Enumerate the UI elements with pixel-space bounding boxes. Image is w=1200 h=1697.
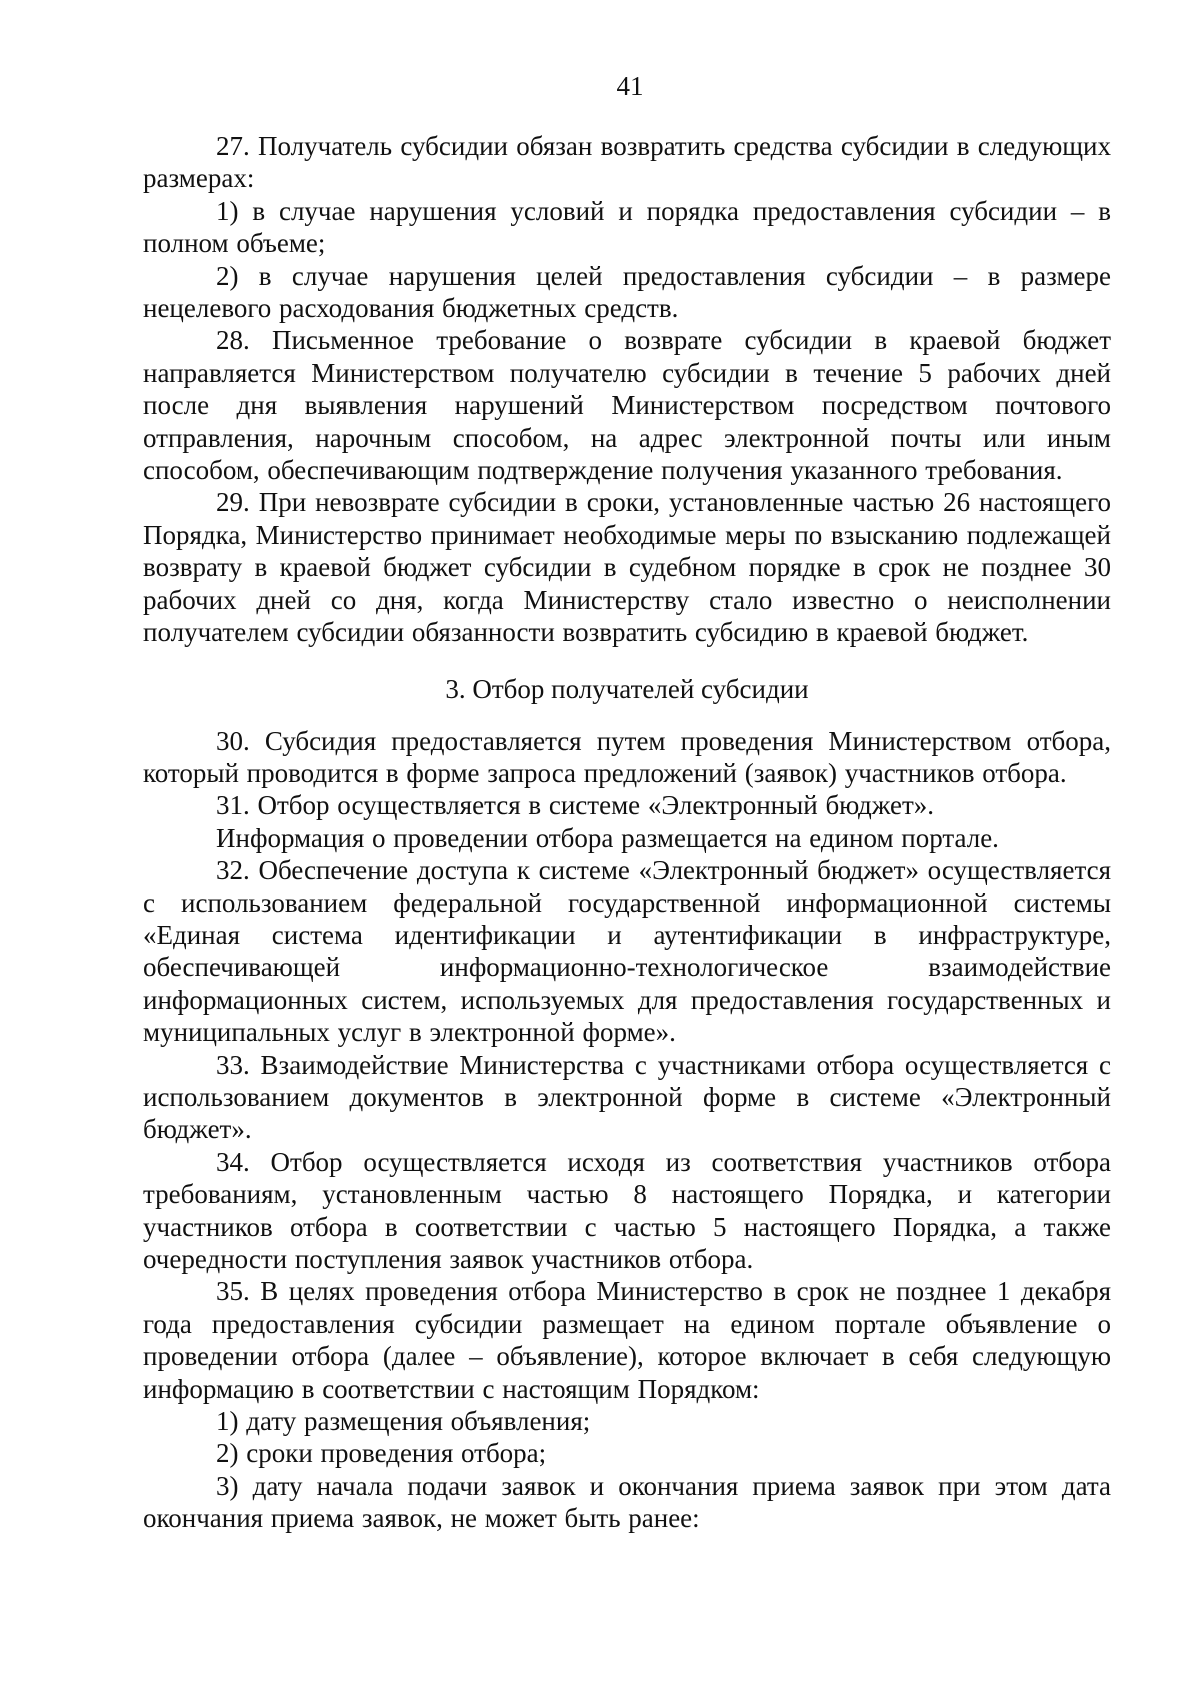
paragraph-28: 28. Письменное требование о возврате субсидии в краевой бюджет направляется Министерством получателю субсидии в течение 5 рабочих дней после дня выявления нарушений Министерством посредством почтового отправления, нарочным способом, на адрес электронной почты или иным способом, обеспечивающим подтверждение получения указанного требования.	[143, 325, 1111, 486]
paragraph-27-item-1: 1) в случае нарушения условий и порядка предоставления субсидии – в полном объеме;	[143, 195, 1111, 259]
paragraph-35: 35. В целях проведения отбора Министерство в срок не позднее 1 декабря года предоставления субсидии размещает на едином портале объявление о проведении отбора (далее – объявление), которое включает в себя следующую информацию в соответствии с настоящим Порядком:	[143, 1276, 1111, 1404]
paragraph-32: 32. Обеспечение доступа к системе «Электронный бюджет» осуществляется с использованием федеральной государственной информационной системы «Единая система идентификации и аутентификации в инфраструктуре, обеспечивающей информационно-технологическое взаимодействие информационных систем, используемых для предоставления государственных и муниципальных услуг в электронной форме».	[143, 855, 1111, 1048]
paragraph-34: 34. Отбор осуществляется исходя из соответствия участников отбора требованиям, установленным частью 8 настоящего Порядка, и категории участников отбора в соответствии с частью 5 настоящего Порядка, а также очередности поступления заявок участников отбора.	[143, 1146, 1111, 1274]
paragraph-35-item-2: 2) сроки проведения отбора;	[216, 1438, 547, 1469]
paragraph-35-item-3: 3) дату начала подачи заявок и окончания приема заявок при этом дата окончания приема заявок, не может быть ранее:	[143, 1470, 1111, 1534]
section-heading: 3. Отбор получателей субсидии	[445, 673, 809, 704]
page-number: 41	[616, 71, 644, 101]
paragraph-27: 27. Получатель субсидии обязан возвратить средства субсидии в следующих размерах:	[143, 131, 1111, 194]
paragraph-29: 29. При невозврате субсидии в сроки, установленные частью 26 настоящего Порядка, Министерство принимает необходимые меры по взысканию подлежащей возврату в краевой бюджет субсидии в судебном порядке в срок не позднее 30 рабочих дней со дня, когда Министерству стало известно о неисполнении получателем субсидии обязанности возвратить субсидию в краевой бюджет.	[143, 487, 1111, 648]
paragraph-35-item-1: 1) дату размещения объявления;	[216, 1406, 591, 1437]
document-body	[143, 130, 1111, 1535]
paragraph-30: 30. Субсидия предоставляется путем проведения Министерством отбора, который проводится в форме запроса предложений (заявок) участников отбора.	[143, 725, 1111, 788]
paragraph-31: 31. Отбор осуществляется в системе «Электронный бюджет».	[216, 790, 935, 821]
paragraph-27-item-2: 2) в случае нарушения целей предоставления субсидии – в размере нецелевого расходования бюджетных средств.	[143, 260, 1111, 324]
paragraph-33: 33. Взаимодействие Министерства с участниками отбора осуществляется с использованием документов в электронной форме в системе «Электронный бюджет».	[143, 1049, 1111, 1145]
paragraph-31-info: Информация о проведении отбора размещается на едином портале.	[216, 822, 999, 853]
